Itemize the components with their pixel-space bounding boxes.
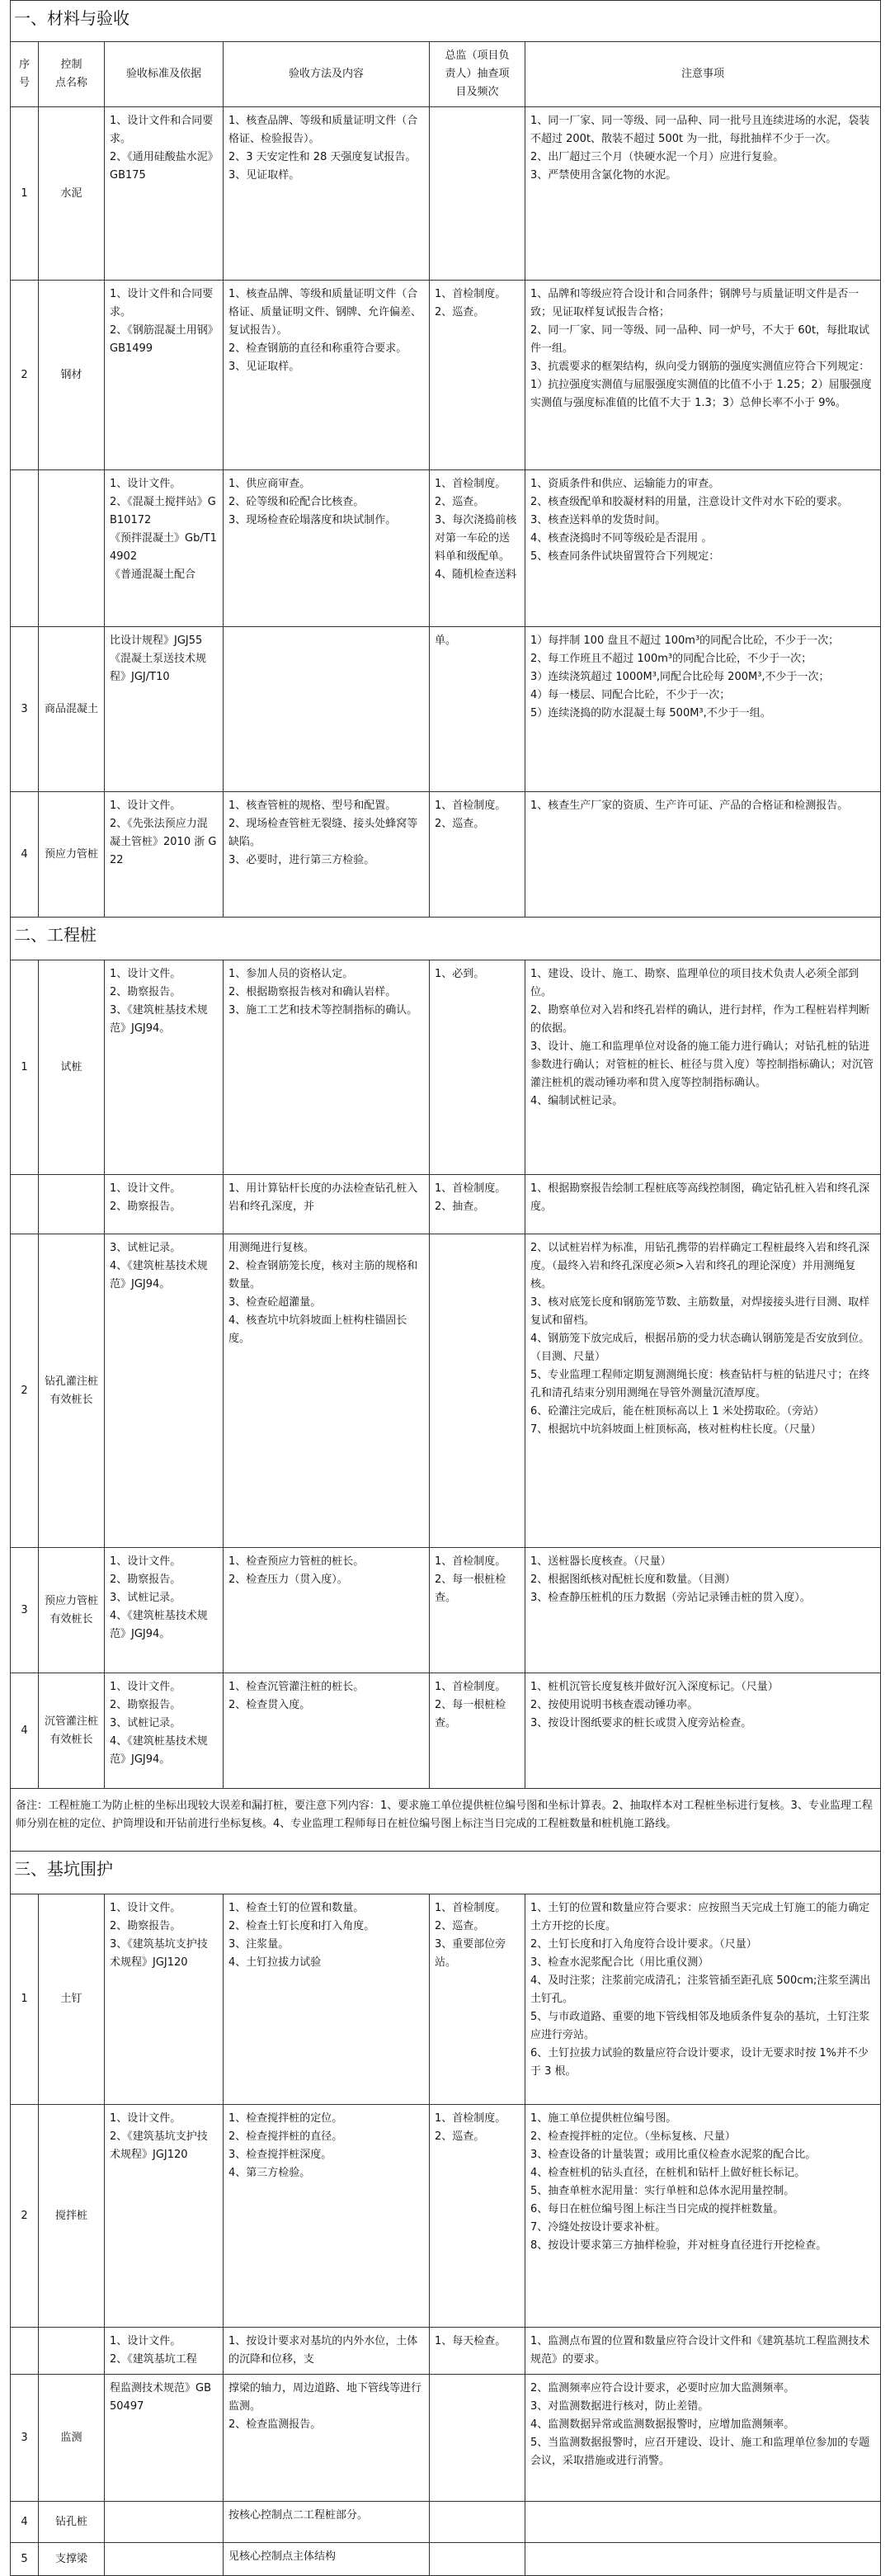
notes-line: 4、及时注浆；注浆前完成清孔；注浆管插至距孔底 500cm;注浆至满出土钉孔。: [530, 1974, 871, 2005]
standard-cell: [105, 1673, 224, 1789]
row-number: 1: [11, 107, 39, 281]
notes-line: 1、资质条件和供应、运输能力的审查。: [530, 478, 720, 490]
table-row: [11, 2375, 881, 2502]
method-cell: [224, 792, 430, 918]
notes-line: 1、建设、设计、施工、勘察、监理单位的项目技术负责人必须全部到位。: [530, 968, 859, 998]
supervisor-cell: [430, 2543, 525, 2576]
control-point-name: 钻孔灌注桩有效桩长: [39, 1234, 105, 1548]
notes-line: 1、送桩器长度核查。（尺量）: [530, 1555, 671, 1568]
row-number: 4: [11, 792, 39, 918]
method-line: 按核心控制点二工程桩部分。: [228, 2509, 369, 2522]
standard-line: 1、设计文件。: [110, 1681, 181, 1693]
table-body: [11, 1, 881, 2576]
method-line: 1、核查管桩的规格、型号和配置。: [228, 800, 397, 812]
notes-line: 4）每一楼层、同配合比砼，不少于一次；: [530, 689, 731, 701]
supervisor-cell: [430, 792, 525, 918]
supervisor-line: 单。: [435, 635, 457, 647]
method-line: 2、检查钢筋笼长度，核对主筋的规格和数量。: [228, 1260, 418, 1290]
method-line: 3、必要时，进行第三方检验。: [228, 854, 375, 866]
notes-line: 1、土钉的位置和数量应符合要求：应按照当天完成土钉施工的能力确定土方开挖的长度。: [530, 1902, 870, 1932]
row-number: [11, 1175, 39, 1234]
method-cell: [224, 1673, 430, 1789]
standard-line: 1、设计文件和合同要求。: [110, 288, 214, 318]
notes-line: 1、核查生产厂家的资质、生产许可证、产品的合格证和检测报告。: [530, 800, 849, 812]
method-line: 3、施工工艺和技术等控制指标的确认。: [228, 1004, 418, 1017]
control-point-name: 水泥: [39, 107, 105, 281]
standard-cell: [105, 1894, 224, 2105]
section-title: 一、材料与验收: [11, 1, 881, 42]
control-point-name: 试桩: [39, 960, 105, 1175]
standard-line: 1、设计文件。: [110, 2335, 181, 2347]
notes-line: 3）连续浇筑超过 1000M³,同配合比砼每 200M³,不少于一次；: [530, 671, 830, 683]
supervisor-cell: [430, 1234, 525, 1548]
method-cell: [224, 2328, 430, 2375]
standard-line: 1、设计文件。: [110, 2112, 181, 2125]
notes-line: 5、核查同条件试块留置符合下列规定：: [530, 550, 720, 563]
notes-cell: [525, 627, 881, 792]
standard-line: 3、试桩记录。: [110, 1592, 181, 1604]
method-line: 用测绳进行复核。: [228, 1242, 315, 1254]
method-line: 3、见证取样。: [228, 169, 300, 182]
supervisor-cell: [430, 1548, 525, 1673]
inspection-table: [10, 0, 881, 2576]
supervisor-cell: [430, 2328, 525, 2375]
control-point-name: 土钉: [39, 1894, 105, 2105]
supervisor-line: 1、每天检查。: [435, 2335, 506, 2347]
notes-line: 6、砼灌注完成后，能在桩顶标高以上 1 米处捞取砼。（旁站）: [530, 1405, 825, 1418]
method-cell: [224, 2105, 430, 2328]
standard-line: 2、《建筑基坑工程: [110, 2353, 197, 2366]
table-row: [11, 1673, 881, 1789]
standard-line: 1、设计文件。: [110, 968, 181, 980]
row-number: 4: [11, 2502, 39, 2543]
row-number: 3: [11, 2375, 39, 2502]
notes-cell: [525, 2375, 881, 2502]
method-cell: [224, 2375, 430, 2502]
table-row: [11, 1234, 881, 1548]
notes-line: 1、同一厂家、同一等级、同一品种、同一批号且连续进场的水泥，袋装不超过 200t、散装不超过 500t 为一批，每批抽样不少于一次。: [530, 115, 870, 145]
method-line: 4、核查坑中坑斜坡面上桩构柱锚固长度。: [228, 1314, 407, 1345]
supervisor-cell: [430, 2502, 525, 2543]
notes-line: 4、监测数据异常或监测数据报警时，应增加监测频率。: [530, 2418, 795, 2431]
notes-line: 3、检查水泥浆配合比（用比重仪测）: [530, 1956, 709, 1969]
control-point-name: 沉管灌注桩有效桩长: [39, 1673, 105, 1789]
notes-line: 3、抗震要求的框架结构，纵向受力钢筋的强度实测值应符合下列规定：1）抗拉强度实测值与屈服强度实测值的比值不小于 1.25；2）屈服强度实测值与强度标准值的比值不大于 1.3；3）总伸长率不小于 9%。: [530, 361, 872, 409]
section-title: 三、基坑围护: [11, 1852, 881, 1894]
method-line: 1、核查品牌、等级和质量证明文件（合格证、检验报告）。: [228, 115, 418, 145]
row-number: [11, 470, 39, 627]
notes-line: 1、监测点布置的位置和数量应符合设计文件和《建筑基坑工程监测技术规范》的要求。: [530, 2335, 870, 2366]
notes-line: 5、专业监理工程师定期复测测绳长度：核查钻杆与桩的钻进尺寸；在终孔和清孔结束分别用测绳在导管外测量沉渣厚度。: [530, 1369, 870, 1399]
supervisor-cell: [430, 1894, 525, 2105]
notes-line: 2、每工作班且不超过 100m³的同配合比砼，不少于一次；: [530, 653, 812, 665]
standard-line: 3、试桩记录。: [110, 1717, 181, 1729]
header-row: [11, 42, 881, 107]
supervisor-cell: [430, 281, 525, 470]
supervisor-cell: [430, 627, 525, 792]
table-row: [11, 960, 881, 1175]
standard-cell: [105, 470, 224, 627]
row-number: 2: [11, 281, 39, 470]
control-point-name: 监测: [39, 2375, 105, 2502]
supervisor-line: 2、巡查。: [435, 306, 485, 318]
row-number: 2: [11, 1234, 39, 1548]
notes-line: 3、核对底笼长度和钢筋笼节数、主筋数量，对焊接接头进行目测、取样复试和留档。: [530, 1296, 870, 1327]
standard-cell: [105, 627, 224, 792]
standard-line: 3、试桩记录。: [110, 1242, 181, 1254]
header-point-line: 控制: [60, 59, 82, 71]
notes-line: 3、按设计图纸要求的桩长或贯入度旁站检查。: [530, 1717, 752, 1729]
method-line: 1、参加人员的资格认定。: [228, 968, 354, 980]
method-line: 2、3 天安定性和 28 天强度复试报告。: [228, 151, 417, 163]
method-cell: [224, 281, 430, 470]
supervisor-line: 2、每一根桩检查。: [435, 1573, 506, 1604]
notes-cell: [525, 1673, 881, 1789]
notes-line: 4、核查浇捣时不同等级砼是否混用 。: [530, 532, 713, 545]
standard-cell: [105, 1175, 224, 1234]
row-number: 1: [11, 1894, 39, 2105]
notes-line: 2、同一厂家、同一等级、同一品种、同一炉号，不大于 60t，每批取试件一组。: [530, 324, 870, 355]
supervisor-cell: [430, 960, 525, 1175]
method-line: 3、注浆量。: [228, 1938, 290, 1951]
notes-line: 5、与市政道路、重要的地下管线相邻及地质条件复杂的基坑，土钉注浆应进行旁站。: [530, 2011, 870, 2041]
standard-cell: [105, 2502, 224, 2543]
control-point-name: 钢材: [39, 281, 105, 470]
supervisor-line: 3、每次浇捣前核对第一车砼的送料单和级配单。: [435, 514, 517, 563]
method-line: 2、现场检查管桩无裂缝、接头处蜂窝等缺陷。: [228, 818, 418, 848]
method-line: 2、检查钢筋的直径和称重符合要求。: [228, 342, 407, 355]
notes-line: 4、钢筋笼下放完成后，根据吊筋的受力状态确认钢筋笼是否安放到位。（目测、尺量）: [530, 1333, 870, 1363]
header-no: 序号: [11, 42, 39, 107]
row-number: 4: [11, 1673, 39, 1789]
notes-line: 2、检查搅拌桩的定位。（坐标复核、尺量）: [530, 2130, 736, 2143]
notes-line: 5）连续浇捣的防水混凝土每 500M³,不少于一组。: [530, 707, 771, 719]
row-number: [11, 2328, 39, 2375]
standard-line: 2、《建筑基坑支护技术规程》JGJ120: [110, 2130, 208, 2161]
section-row-pit-support: [11, 1852, 881, 1894]
notes-line: 2、核查级配单和胶凝材料的用量，注意设计文件对水下砼的要求。: [530, 496, 849, 508]
notes-line: 3、核查送料单的发货时间。: [530, 514, 666, 526]
standard-line: 2、《先张法预应力混凝土管桩》2010 浙 G22: [110, 818, 217, 866]
method-cell: [224, 1234, 430, 1548]
standard-cell: [105, 2105, 224, 2328]
method-cell: [224, 1894, 430, 2105]
supervisor-line: 2、巡查。: [435, 1920, 485, 1932]
notes-line: 1、根据勘察报告绘制工程桩底等高线控制图，确定钻孔桩入岩和终孔深度。: [530, 1182, 870, 1213]
method-cell: [224, 1175, 430, 1234]
table-row: [11, 2328, 881, 2375]
method-line: 1、检查土钉的位置和数量。: [228, 1902, 365, 1914]
supervisor-line: 1、首检制度。: [435, 288, 506, 300]
standard-cell: [105, 1234, 224, 1548]
notes-line: 1、施工单位提供桩位编号图。: [530, 2112, 677, 2125]
supervisor-line: 1、首检制度。: [435, 1902, 506, 1914]
supervisor-line: 1、首检制度。: [435, 478, 506, 490]
table-row: [11, 1175, 881, 1234]
method-line: 1、检查搅拌桩的定位。: [228, 2112, 343, 2125]
notes-line: 6、每日在桩位编号图上标注当日完成的搅拌桩数量。: [530, 2203, 784, 2215]
notes-line: 2、勘察单位对入岩和终孔岩样的确认，进行封样，作为工程桩岩样判断的依据。: [530, 1004, 870, 1035]
method-line: 2、检查搅拌桩的直径。: [228, 2130, 343, 2143]
notes-cell: [525, 2502, 881, 2543]
standard-line: 4、《建筑桩基技术规范》JGJ94。: [110, 1260, 208, 1290]
supervisor-line: 1、首检制度。: [435, 1555, 506, 1568]
standard-line: 1、设计文件。: [110, 800, 181, 812]
method-cell: [224, 107, 430, 281]
supervisor-cell: [430, 2375, 525, 2502]
standard-cell: [105, 2328, 224, 2375]
method-line: 1、检查沉管灌注桩的桩长。: [228, 1681, 365, 1693]
table-row: [11, 1548, 881, 1673]
header-standard: 验收标准及依据: [105, 42, 224, 107]
notes-cell: [525, 1234, 881, 1548]
notes-line: 2、根据图纸核对配桩长度和数量。（目测）: [530, 1573, 736, 1586]
control-point-name: 钻孔桩: [39, 2502, 105, 2543]
supervisor-cell: [430, 2105, 525, 2328]
supervisor-line: 1、首检制度。: [435, 1681, 506, 1693]
standard-line: 《混凝土泵送技术规程》JGJ/T10: [110, 653, 207, 683]
method-line: 1、供应商审查。: [228, 478, 311, 490]
standard-line: 2、勘察报告。: [110, 1699, 181, 1711]
section-row-materials: [11, 1, 881, 42]
control-point-name: [39, 2328, 105, 2375]
header-notes: 注意事项: [525, 42, 881, 107]
table-row: [11, 2502, 881, 2543]
row-number: 1: [11, 960, 39, 1175]
header-point: [39, 42, 105, 107]
header-point-line: 点名称: [54, 77, 87, 89]
notes-line: 8、按设计要求第三方抽样检验，并对桩身直径进行开挖检查。: [530, 2239, 827, 2252]
control-point-name: 预应力管桩: [39, 792, 105, 918]
standard-cell: [105, 960, 224, 1175]
header-supervisor-line: 目及频次: [455, 86, 499, 98]
notes-line: 2、以试桩岩样为标准，用钻孔携带的岩样确定工程桩最终入岩和终孔深度。（最终入岩和终孔深度必须>入岩和终孔的理论深度）并用测绳复核。: [530, 1242, 870, 1290]
notes-line: 3、设计、施工和监理单位对设备的施工能力进行确认；对钻孔桩的钻进参数进行确认；对管桩的桩长、桩径与贯入度）等控制指标确认；对沉管灌注桩机的震动锤功率和贯入度等控制指标确认。: [530, 1040, 874, 1089]
row-number: 3: [11, 627, 39, 792]
section-title: 二、工程桩: [11, 918, 881, 960]
control-point-name: [39, 1175, 105, 1234]
method-line: 4、第三方检验。: [228, 2167, 311, 2179]
standard-cell: [105, 1548, 224, 1673]
supervisor-cell: [430, 470, 525, 627]
method-line: 1、核查品牌、等级和质量证明文件（合格证、质量证明文件、钢牌、允许偏差、复试报告）。: [228, 288, 422, 337]
method-line: 3、检查搅拌桩深度。: [228, 2149, 332, 2161]
method-cell: [224, 2502, 430, 2543]
table-row: [11, 792, 881, 918]
standard-line: 1、设计文件。: [110, 1182, 181, 1195]
standard-line: 程监测技术规范》GB50497: [110, 2382, 211, 2413]
notes-cell: [525, 1894, 881, 2105]
notes-line: 2、监测频率应符合设计要求，必要时应加大监测频率。: [530, 2382, 795, 2394]
supervisor-line: 1、必到。: [435, 968, 485, 980]
table-row: [11, 281, 881, 470]
control-point-name: 预应力管桩有效桩长: [39, 1548, 105, 1673]
standard-line: 2、《钢筋混凝土用钢》GB1499: [110, 324, 214, 355]
standard-line: 4、《建筑桩基技术规范》JGJ94。: [110, 1735, 208, 1766]
notes-cell: [525, 2543, 881, 2576]
method-line: 3、见证取样。: [228, 361, 300, 373]
standard-cell: [105, 281, 224, 470]
method-cell: [224, 960, 430, 1175]
notes-line: 1、品牌和等级应符合设计和合同条件；钢牌号与质量证明文件是否一致；见证取样复试报告合格；: [530, 288, 859, 318]
section-row-piles: [11, 918, 881, 960]
standard-line: 1、设计文件。: [110, 478, 181, 490]
notes-line: 2、土钉长度和打入角度符合设计要求。（尺量）: [530, 1938, 757, 1951]
control-point-name: 支撑梁: [39, 2543, 105, 2576]
notes-line: 7、根据坑中坑斜坡面上桩顶标高，核对桩构柱长度。（尺量）: [530, 1423, 822, 1436]
notes-line: 3、检查设备的计量装置；或用比重仪检查水泥浆的配合比。: [530, 2149, 817, 2161]
method-line: 2、检查监测报告。: [228, 2418, 322, 2431]
row-number: 3: [11, 1548, 39, 1673]
control-point-name: [39, 470, 105, 627]
method-line: 1、用计算钻杆长度的办法检查钻孔桩入岩和终孔深度，并: [228, 1182, 418, 1213]
header-supervisor-line: 责人）抽查项: [445, 68, 510, 80]
method-line: 2、根据勘察报告核对和确认岩样。: [228, 986, 397, 998]
notes-cell: [525, 470, 881, 627]
notes-line: 3、对监测数据进行核对，防止差错。: [530, 2400, 709, 2413]
supervisor-line: 3、重要部位旁站。: [435, 1938, 506, 1969]
notes-line: 6、土钉拉拔力试验的数量应符合设计要求，设计无要求时按 1%并不少于 3 根。: [530, 2047, 869, 2078]
method-line: 4、土钉拉拔力试验: [228, 1956, 322, 1969]
notes-line: 1）每拌制 100 盘且不超过 100m³的同配合比砼，不少于一次；: [530, 635, 840, 647]
supervisor-cell: [430, 107, 525, 281]
method-line: 2、砼等级和砼配合比核查。: [228, 496, 365, 508]
standard-line: 2、勘察报告。: [110, 986, 181, 998]
notes-line: 3、检查静压桩机的压力数据（旁站记录锤击桩的贯入度）。: [530, 1592, 811, 1604]
standard-line: 1、设计文件。: [110, 1902, 181, 1914]
standard-cell: [105, 792, 224, 918]
notes-line: 4、编制试桩记录。: [530, 1095, 624, 1107]
notes-line: 2、按使用说明书核查震动锤功率。: [530, 1699, 699, 1711]
method-line: 撑梁的轴力，周边道路、地下管线等进行监测。: [228, 2382, 422, 2413]
method-line: 见核心控制点主体结构: [228, 2550, 337, 2563]
row-number: 5: [11, 2543, 39, 2576]
method-line: 3、现场检查砼塌落度和块试制作。: [228, 514, 397, 526]
table-row: [11, 2105, 881, 2328]
standard-line: 比设计规程》JGJ55: [110, 635, 203, 647]
notes-line: 7、冷缝处按设计要求补桩。: [530, 2221, 666, 2234]
standard-cell: [105, 107, 224, 281]
method-cell: [224, 2543, 430, 2576]
supervisor-line: 1、首检制度。: [435, 1182, 506, 1195]
standard-line: 2、《混凝土搅拌站》GB10172: [110, 496, 216, 526]
control-point-name: 商品混凝土: [39, 627, 105, 792]
method-line: 1、按设计要求对基坑的内外水位，土体的沉降和位移，支: [228, 2335, 418, 2366]
remark-row: [11, 1789, 881, 1852]
supervisor-line: 2、抽查。: [435, 1201, 485, 1213]
notes-line: 4、检查桩机的钻头直径，在桩机和钻杆上做好桩长标记。: [530, 2167, 806, 2179]
notes-cell: [525, 2105, 881, 2328]
notes-cell: [525, 960, 881, 1175]
method-line: 2、检查贯入度。: [228, 1699, 311, 1711]
header-supervisor-line: 总监（项目负: [445, 50, 510, 62]
supervisor-line: 4、随机检查送料: [435, 569, 517, 581]
notes-line: 2、出厂超过三个月（快硬水泥一个月）应进行复验。: [530, 151, 784, 163]
supervisor-line: 2、每一根桩检查。: [435, 1699, 506, 1729]
supervisor-line: 2、巡查。: [435, 2130, 485, 2143]
table-row: [11, 470, 881, 627]
standard-cell: [105, 2543, 224, 2576]
method-line: 1、检查预应力管桩的桩长。: [228, 1555, 365, 1568]
standard-line: 1、设计文件和合同要求。: [110, 115, 214, 145]
notes-cell: [525, 107, 881, 281]
method-cell: [224, 1548, 430, 1673]
standard-line: 2、勘察报告。: [110, 1920, 181, 1932]
method-line: 2、检查土钉长度和打入角度。: [228, 1920, 375, 1932]
supervisor-cell: [430, 1175, 525, 1234]
control-point-name: 搅拌桩: [39, 2105, 105, 2328]
standard-line: 2、《通用硅酸盐水泥》GB175: [110, 151, 214, 182]
header-supervisor: [430, 42, 525, 107]
notes-cell: [525, 792, 881, 918]
table-row: [11, 2543, 881, 2576]
standard-line: 1、设计文件。: [110, 1555, 181, 1568]
supervisor-line: 1、首检制度。: [435, 800, 506, 812]
method-line: 3、检查砼超灌量。: [228, 1296, 322, 1309]
notes-cell: [525, 281, 881, 470]
notes-line: 1、桩机沉管长度复核并做好沉入深度标记。（尺量）: [530, 1681, 779, 1693]
supervisor-line: 2、巡查。: [435, 496, 485, 508]
notes-line: 5、抽查单桩水泥用量：实行单桩和总体水泥用量控制。: [530, 2185, 795, 2197]
remark-text: 备注：工程桩施工为防止桩的坐标出现较大误差和漏打桩，要注意下列内容：1、要求施工单位提供桩位编号图和坐标计算表。2、抽取样本对工程桩坐标进行复核。3、专业监理工程师分别在桩的定位、护筒埋设和开钻前进行坐标复核。4、专业监理工程师每日在桩位编号图上标注当日完成的工程桩数量和桩机施工路线。: [11, 1789, 881, 1852]
standard-line: 《预拌混凝土》Gb/T14902: [110, 532, 217, 563]
standard-line: 4、《建筑桩基技术规范》JGJ94。: [110, 1610, 208, 1640]
table-row: [11, 627, 881, 792]
standard-line: 3、《建筑桩基技术规范》JGJ94。: [110, 1004, 208, 1035]
notes-cell: [525, 1548, 881, 1673]
supervisor-line: 2、巡查。: [435, 818, 485, 830]
supervisor-line: 1、首检制度。: [435, 2112, 506, 2125]
method-cell: [224, 627, 430, 792]
standard-cell: [105, 2375, 224, 2502]
standard-line: 2、勘察报告。: [110, 1201, 181, 1213]
standard-line: 2、勘察报告。: [110, 1573, 181, 1586]
notes-cell: [525, 2328, 881, 2375]
notes-line: 5、当监测数据报警时，应召开建设、设计、施工和监理单位参加的专题会议，采取措施或进行消警。: [530, 2437, 870, 2467]
notes-cell: [525, 1175, 881, 1234]
table-row: [11, 1894, 881, 2105]
method-line: 2、检查压力（贯入度）。: [228, 1573, 348, 1586]
header-method: 验收方法及内容: [224, 42, 430, 107]
table-row: [11, 107, 881, 281]
standard-line: 《普通混凝土配合: [110, 569, 196, 581]
supervisor-cell: [430, 1673, 525, 1789]
standard-line: 3、《建筑基坑支护技术规程》JGJ120: [110, 1938, 208, 1969]
method-cell: [224, 470, 430, 627]
row-number: 2: [11, 2105, 39, 2328]
notes-line: 3、严禁使用含氯化物的水泥。: [530, 169, 677, 182]
